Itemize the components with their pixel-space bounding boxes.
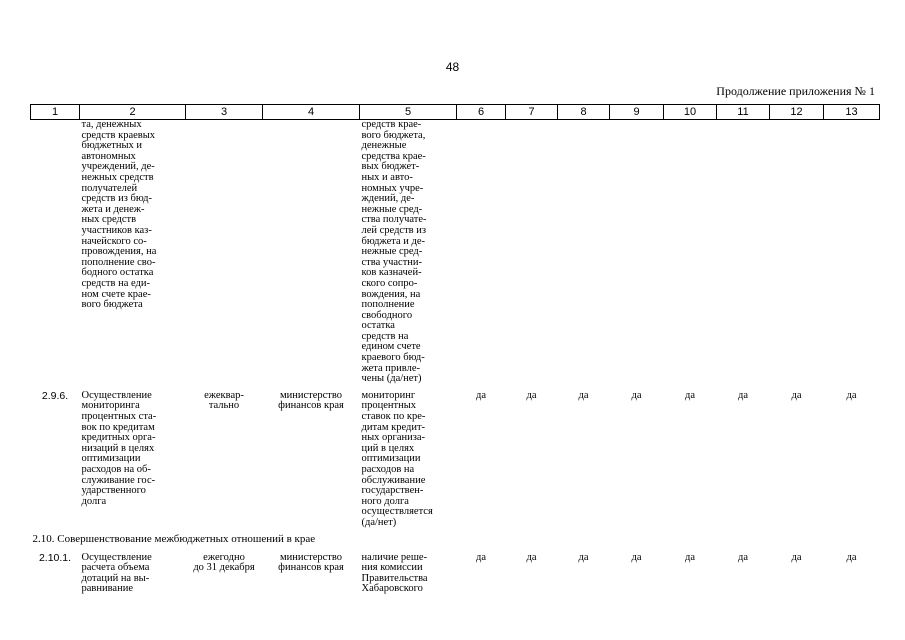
column-header: 1 — [31, 105, 80, 120]
period-cell: ежеквар- тально — [204, 389, 244, 412]
column-header: 10 — [664, 105, 717, 120]
action-cell: Осуществление расчета объема дотаций на вы- равнивание — [81, 551, 152, 595]
page-number: 48 — [445, 60, 460, 74]
table-row-2-10-1 — [31, 553, 880, 595]
value-cell: да — [631, 389, 642, 401]
appendix-table — [30, 104, 880, 595]
value-cell: да — [578, 389, 589, 401]
column-header: 4 — [263, 105, 360, 120]
column-header: 13 — [824, 105, 880, 120]
value-cell: да — [737, 389, 748, 401]
responsible-cell: министерство финансов края — [278, 551, 344, 574]
value-cell: да — [684, 389, 695, 401]
value-cell: да — [475, 551, 486, 563]
row-number: 2.10.1. — [38, 551, 72, 564]
indicator-cell: средств крае- вого бюджета, денежные средства крае- вых бюджет- ных и авто- номных учре- ждений, де- нежные сред- ства получате- лей средств из бюджета и де- нежные сред- ства участни- ков казначей- ского сопро- вождения, на пополнение свободного остатка средств на едином счете краевого бюд- жета привле- чены (да/нет) — [361, 119, 427, 385]
column-header: 12 — [770, 105, 824, 120]
responsible-cell: министерство финансов края — [278, 389, 344, 412]
column-header: 8 — [558, 105, 610, 120]
table-row-2-9-6 — [31, 391, 880, 529]
value-cell: да — [475, 389, 486, 401]
value-cell: да — [631, 551, 642, 563]
action-cell: та, денежных средств краевых бюджетных и автономных учреждений, де- нежных средств получателей средств из бюд- жета и денеж- ных средств участников каз- начейского со- провождения, на пополнение сво- бодного остатка средств на еди- ном счете крае- вого бюджета — [81, 119, 157, 311]
value-cell: да — [737, 551, 748, 563]
column-header: 6 — [457, 105, 506, 120]
column-header: 11 — [717, 105, 770, 120]
value-cell: да — [684, 551, 695, 563]
value-cell: да — [791, 389, 802, 401]
column-header: 3 — [186, 105, 263, 120]
section-heading: 2.10. Совершенствование межбюджетных отношений в крае — [32, 532, 316, 545]
action-cell: Осуществление мониторинга процентных ста- вок по кредитам кредитных орга- низаций в целях оптимизации расходов на об- служивание гос- ударственного долга — [81, 389, 157, 507]
table-row-continuation — [31, 120, 880, 385]
section-heading-row — [31, 529, 880, 553]
column-header: 7 — [506, 105, 558, 120]
column-header-row — [31, 105, 880, 120]
period-cell: ежегодно до 31 декабря — [193, 551, 255, 574]
value-cell: да — [526, 389, 537, 401]
continuation-title: Продолжение приложения № 1 — [716, 84, 875, 98]
row-number: 2.9.6. — [41, 389, 69, 402]
column-header: 2 — [80, 105, 186, 120]
column-header: 9 — [610, 105, 664, 120]
value-cell: да — [578, 551, 589, 563]
value-cell: да — [526, 551, 537, 563]
column-header: 5 — [360, 105, 457, 120]
value-cell: да — [791, 551, 802, 563]
indicator-cell: мониторинг процентных ставок по кре- дитам кредит- ных организа- ций в целях оптимизации расходов на обслуживание государствен- ного долга осуществляется (да/нет) — [361, 389, 433, 528]
indicator-cell: наличие реше- ния комиссии Правительства Хабаровского — [361, 551, 428, 595]
value-cell: да — [846, 389, 857, 401]
value-cell: да — [846, 551, 857, 563]
